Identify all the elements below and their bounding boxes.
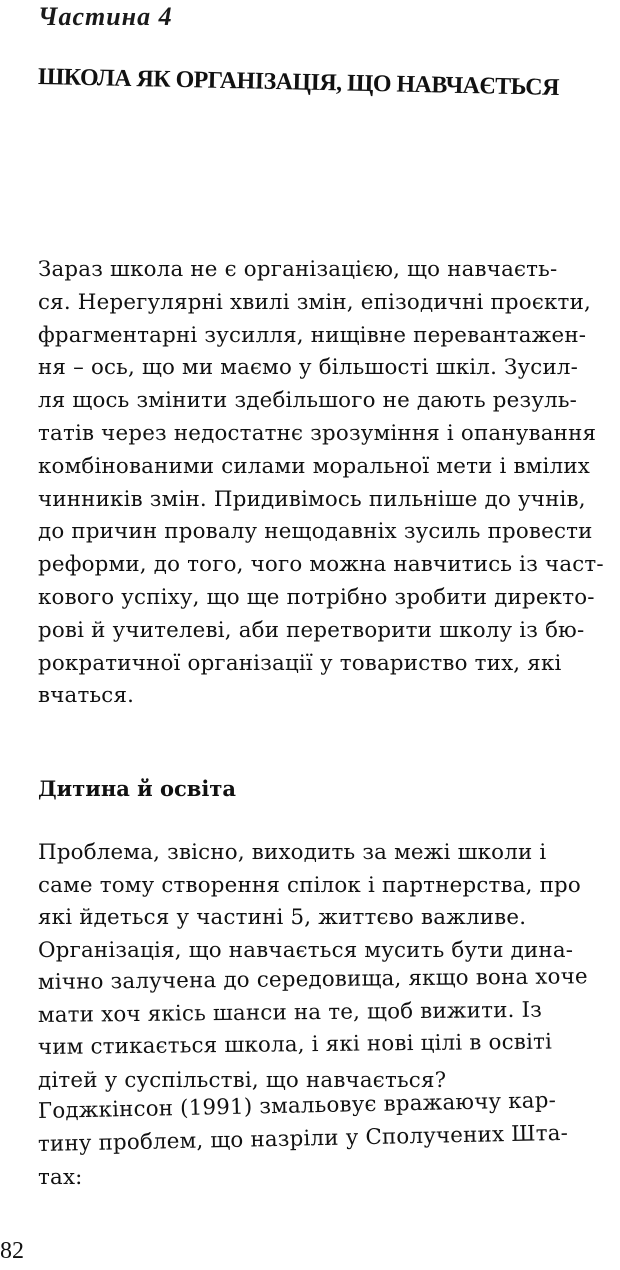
paragraph-line: фрагментарні зусилля, нищівне перевантажен- bbox=[38, 322, 587, 348]
paragraph-line: саме тому створення спілок і партнерства, про bbox=[38, 872, 581, 898]
paragraph-line: татів через недостатнє зрозуміння і опанування bbox=[38, 420, 597, 446]
paragraph-line: мати хоч якісь шанси на те, щоб вижити. Із bbox=[37, 997, 543, 1028]
paragraph-line: рократичної організації у товариство тих, які bbox=[38, 650, 562, 676]
section-paragraph-1 bbox=[38, 837, 620, 1097]
page-number: 82 bbox=[0, 1238, 24, 1264]
paragraph-line: чим стикається школа, і які нові цілі в освіті bbox=[37, 1029, 553, 1060]
paragraph-line: ся. Нерегулярні хвилі змін, епізодичні проєкти, bbox=[38, 289, 591, 315]
chapter-title: ШКОЛА ЯК ОРГАНІЗАЦІЯ, ЩО НАВЧАЄТЬСЯ bbox=[37, 64, 560, 101]
paragraph-line: Організація, що навчається мусить бути дина- bbox=[38, 937, 574, 963]
paragraph-line: чинників змін. Придивімось пильніше до учнів, bbox=[38, 486, 586, 512]
paragraph-line: ня – ось, що ми маємо у більшості шкіл. Зусил- bbox=[38, 355, 579, 381]
paragraph-line: Годжкінсон (1991) змальовує вражаючу кар- bbox=[37, 1088, 557, 1124]
paragraph-line: кового успіху, що ще потрібно зробити директо- bbox=[38, 584, 595, 610]
section-paragraph-2 bbox=[37, 1088, 620, 1194]
paragraph-line: реформи, до того, чого можна навчитись із част- bbox=[38, 552, 604, 578]
section-heading: Дитина й освіта bbox=[38, 776, 236, 801]
paragraph-line: мічно залучена до середовища, якщо вона хоче bbox=[37, 964, 588, 995]
paragraph-line: які йдеться у частині 5, життєво важливе. bbox=[38, 905, 527, 930]
paragraph-line: до причин провалу нещодавніх зусиль провести bbox=[38, 519, 593, 545]
paragraph-line: Проблема, звісно, виходить за межі школи і bbox=[38, 840, 547, 865]
paragraph-line: ля щось змінити здебільшого не дають резуль- bbox=[38, 388, 578, 414]
paragraph-line: Зараз школа не є організацією, що навчаєть- bbox=[38, 257, 558, 282]
paragraph-line: вчаться. bbox=[38, 683, 135, 709]
paragraph-line: тах: bbox=[38, 1165, 83, 1190]
paragraph-line: тину проблем, що назріли у Сполучених Шта- bbox=[37, 1120, 569, 1157]
paragraph-line: комбінованими силами моральної мети і вмілих bbox=[38, 453, 591, 479]
intro-paragraph bbox=[38, 254, 620, 713]
part-label: Частина 4 bbox=[38, 2, 173, 31]
paragraph-line: дітей у суспільстві, що навчається? bbox=[38, 1067, 447, 1093]
paragraph-line: рові й учителеві, аби перетворити школу із бю- bbox=[38, 617, 585, 643]
